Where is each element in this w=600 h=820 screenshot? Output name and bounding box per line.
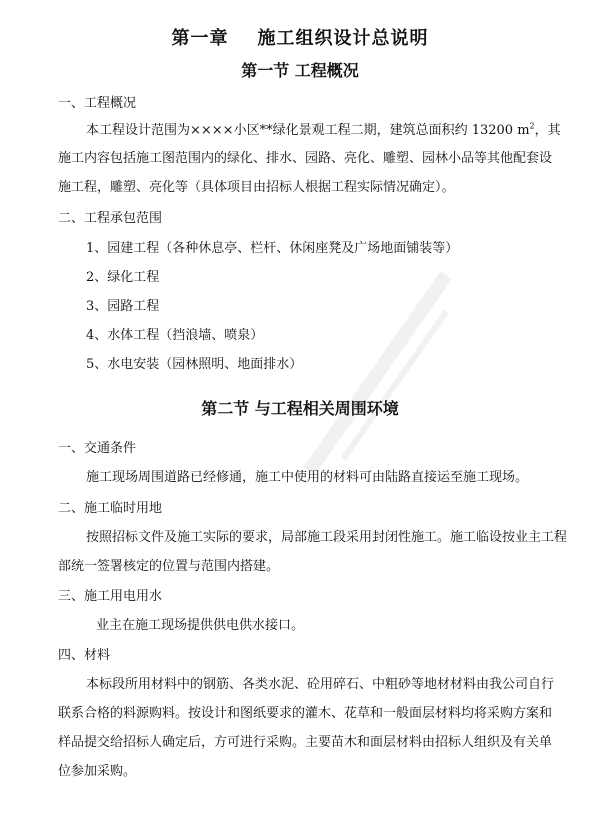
- heading-contract-scope: 二、工程承包范围: [58, 211, 163, 226]
- section-title-overview: 第一节 工程概况: [241, 61, 359, 80]
- heading-traffic: 一、交通条件: [58, 441, 137, 456]
- paragraph-temporary-land-line-2: 部统一签署核定的位置与范围内搭建。: [58, 559, 280, 574]
- heading-temporary-land: 二、施工临时用地: [58, 501, 163, 516]
- scope-list-item: 5、水电安装（园林照明、地面排水）: [86, 357, 303, 372]
- paragraph-materials-line-2: 联系合格的料源购料。按设计和图纸要求的灌木、花草和一般面层材料均将采购方案和: [58, 706, 553, 721]
- heading-project-overview: 一、工程概况: [58, 96, 137, 111]
- heading-materials: 四、材料: [58, 648, 111, 663]
- paragraph-overview-line-1: 本工程设计范围为××××小区**绿化景观工程二期，建筑总面积约 13200 $m^2$，其: [86, 121, 561, 138]
- heading-utilities: 三、施工用电用水: [58, 589, 163, 604]
- paragraph-materials-line-4: 位参加采购。: [58, 764, 137, 779]
- paragraph-temporary-land-line-1: 按照招标文件及施工实际的要求，局部施工段采用封闭性施工。施工临设按业主工程: [86, 530, 568, 545]
- paragraph-traffic: 施工现场周围道路已经修通，施工中使用的材料可由陆路直接运至施工现场。: [86, 470, 529, 485]
- chapter-title: 第一章 施工组织设计总说明: [171, 28, 429, 49]
- section-title-environment: 第二节 与工程相关周围环境: [201, 399, 399, 418]
- paragraph-overview-line-3: 施工程，雕塑、亮化等（具体项目由招标人根据工程实际情况确定）。: [58, 180, 455, 195]
- paragraph-materials-line-3: 样品提交给招标人确定后，方可进行采购。主要苗木和面层材料由招标人组织及有关单: [58, 735, 553, 750]
- paragraph-overview-line-2: 施工内容包括施工图范围内的绿化、排水、园路、亮化、雕塑、园林小品等其他配套设: [58, 151, 553, 166]
- paragraph-utilities: 业主在施工现场提供供电供水接口。: [96, 618, 305, 633]
- scope-list-item: 3、园路工程: [86, 299, 160, 314]
- scope-list-item: 1、园建工程（各种休息亭、栏杆、休闲座凳及广场地面铺装等）: [86, 241, 459, 256]
- paragraph-materials-line-1: 本标段所用材料中的钢筋、各类水泥、砼用碎石、中粗砂等地材材料由我公司自行: [86, 677, 555, 692]
- scope-list-item: 4、水体工程（挡浪墙、喷泉）: [86, 328, 264, 343]
- scope-list-item: 2、绿化工程: [86, 270, 160, 285]
